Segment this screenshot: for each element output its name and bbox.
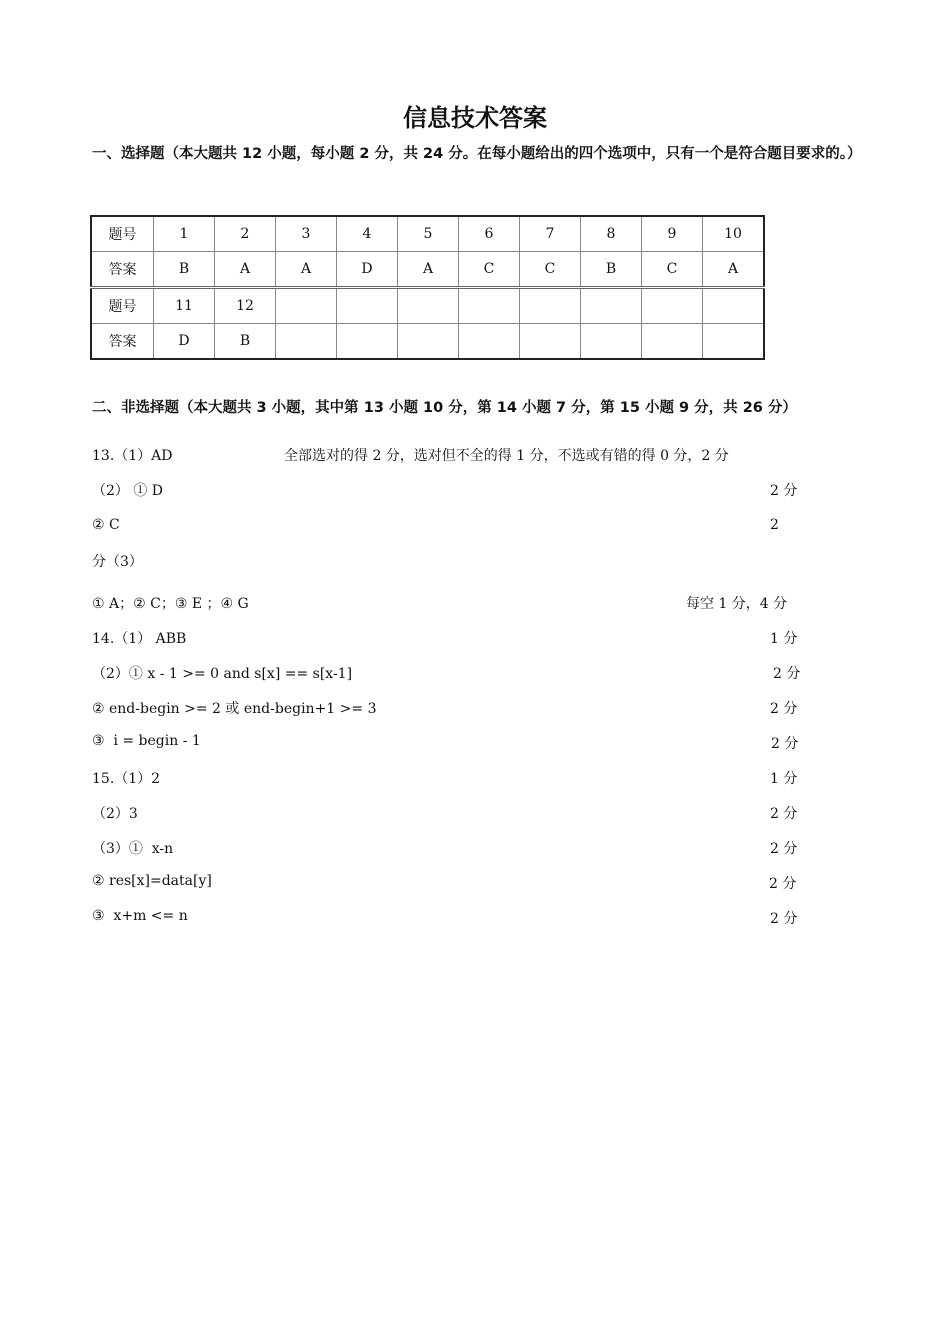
table-cell: 6 [459, 216, 520, 252]
answer-line: （2）3 [92, 806, 138, 822]
table-cell: C [642, 252, 703, 288]
table-cell: 2 [215, 216, 276, 252]
table-cell: 8 [581, 216, 642, 252]
table-cell [337, 288, 398, 324]
answer-table [90, 215, 765, 360]
table-cell: D [154, 324, 215, 360]
table-cell: 5 [398, 216, 459, 252]
row-label: 题号 [91, 216, 154, 252]
table-cell: 7 [520, 216, 581, 252]
table-cell: 3 [276, 216, 337, 252]
score-text: 2 分 [773, 666, 801, 682]
table-cell: C [520, 252, 581, 288]
table-cell: A [215, 252, 276, 288]
row-label: 答案 [91, 324, 154, 360]
table-cell [459, 324, 520, 360]
table-cell: A [276, 252, 337, 288]
score-text: 2 分 [769, 876, 797, 892]
score-text: 2 [770, 517, 779, 533]
table-cell [398, 324, 459, 360]
table-cell [276, 288, 337, 324]
score-text: 2 分 [770, 701, 798, 717]
answer-line: （3）① x-n [92, 841, 174, 857]
answer-line: ② end-begin >= 2 或 end-begin+1 >= 3 [92, 701, 377, 717]
score-text: 2 分 [770, 841, 798, 857]
score-text: 2 分 [770, 806, 798, 822]
answer-line: （2）① x - 1 >= 0 and s[x] == s[x-1] [92, 666, 353, 682]
table-cell: 1 [154, 216, 215, 252]
table-cell [520, 324, 581, 360]
score-text: 每空 1 分，4 分 [686, 596, 788, 612]
row-label: 题号 [91, 288, 154, 324]
table-cell: A [398, 252, 459, 288]
score-text: 全部选对的得 2 分，选对但不全的得 1 分，不选或有错的得 0 分，2 分 [284, 448, 729, 464]
table-cell [459, 288, 520, 324]
table-cell: B [215, 324, 276, 360]
table-cell [581, 324, 642, 360]
answer-line: ① A；② C；③ E ；④ G [92, 596, 249, 612]
table-cell: 12 [215, 288, 276, 324]
table-cell: D [337, 252, 398, 288]
answer-line: ③ i = begin - 1 [92, 733, 201, 749]
table-cell: B [581, 252, 642, 288]
table-cell [703, 288, 765, 324]
table-cell: 10 [703, 216, 765, 252]
answer-line: （2） ① D [92, 483, 164, 499]
table-cell: B [154, 252, 215, 288]
table-cell: A [703, 252, 765, 288]
score-text: 2 分 [770, 483, 798, 499]
table-cell [581, 288, 642, 324]
table-cell: 9 [642, 216, 703, 252]
table-cell: 4 [337, 216, 398, 252]
answer-line: 13.（1）AD [92, 448, 173, 464]
score-text: 1 分 [770, 771, 798, 787]
answer-line: 分（3） [92, 554, 143, 570]
score-text: 2 分 [771, 736, 799, 752]
table-cell [642, 324, 703, 360]
table-cell [276, 324, 337, 360]
page-title: 信息技术答案 [403, 104, 547, 132]
answer-line: ③ x+m <= n [92, 908, 188, 924]
table-cell: C [459, 252, 520, 288]
section2-heading: 二、非选择题（本大题共 3 小题，其中第 13 小题 10 分，第 14 小题 7 分，第 15 小题 9 分，共 26 分） [92, 400, 797, 416]
answer-line: 14.（1） ABB [92, 631, 187, 647]
answer-line: ② C [92, 517, 120, 533]
table-cell [520, 288, 581, 324]
answer-line: 15.（1）2 [92, 771, 161, 787]
table-cell [703, 324, 765, 360]
table-cell [398, 288, 459, 324]
answer-line: ② res[x]=data[y] [92, 873, 212, 889]
table-cell: 11 [154, 288, 215, 324]
score-text: 2 分 [770, 911, 798, 927]
table-cell [642, 288, 703, 324]
row-label: 答案 [91, 252, 154, 288]
table-cell [337, 324, 398, 360]
section1-heading: 一、选择题（本大题共 12 小题，每小题 2 分，共 24 分。在每小题给出的四个选项中，只有一个是符合题目要求的。） [92, 146, 862, 162]
score-text: 1 分 [770, 631, 798, 647]
